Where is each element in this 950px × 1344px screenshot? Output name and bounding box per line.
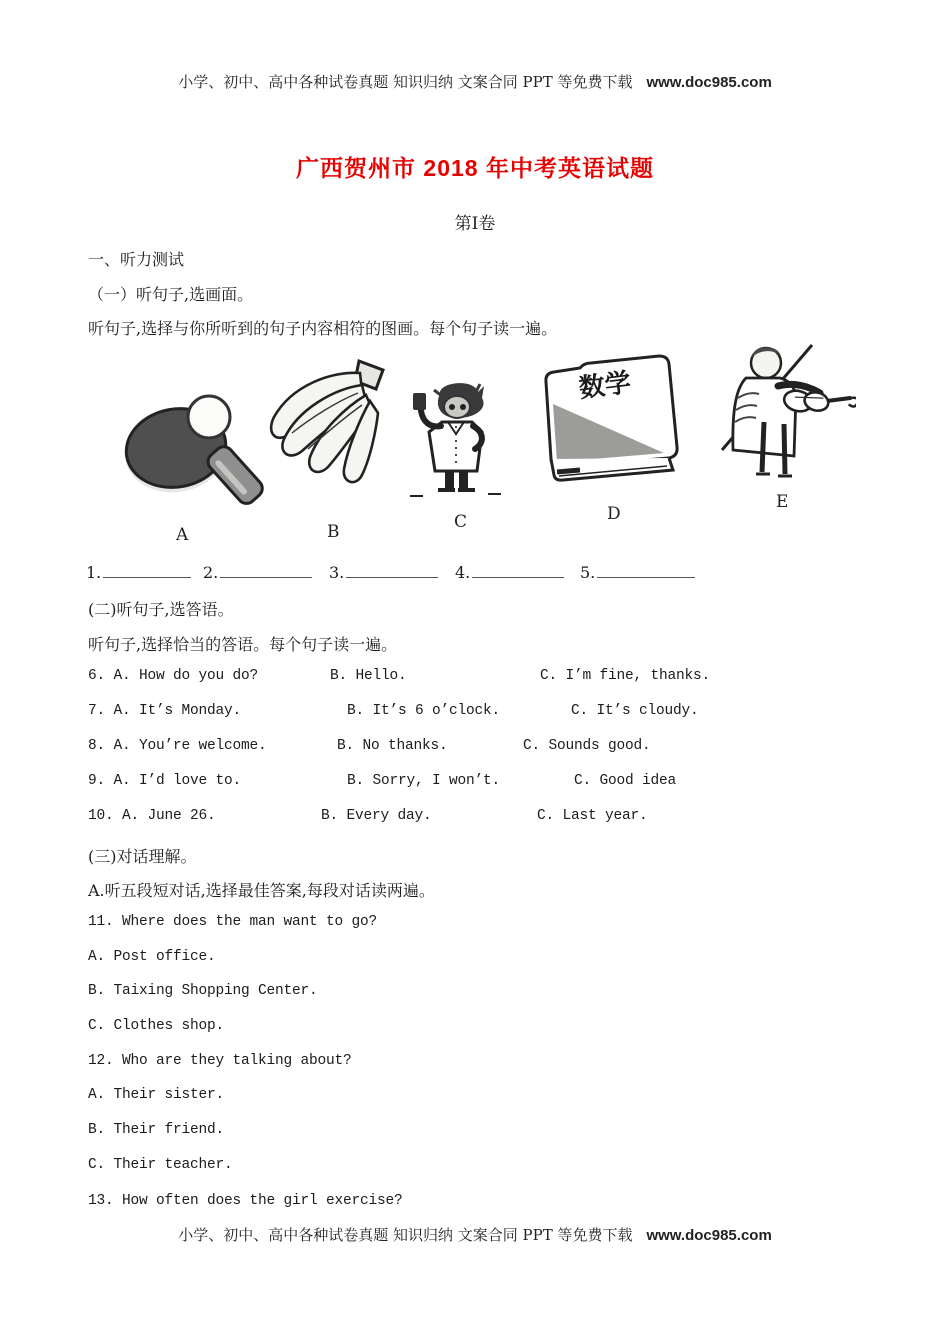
question-line-12: 12. Who are they talking about? [88,1053,352,1069]
option-b: B. Sorry, I won’t. [347,773,501,789]
option-line: A. Their sister. [88,1087,225,1103]
question-row-8 [0,738,950,758]
question-row-6 [0,668,950,688]
option-a: 7. A. It’s Monday. [88,703,242,719]
math-book-icon [540,348,680,500]
blank-line [597,564,695,578]
option-c: C. I’m fine, thanks. [540,668,711,684]
part1-label: （一）听句子,选画面。 [88,285,254,304]
blank-number: 3. [329,563,345,582]
option-b: B. Hello. [330,668,407,684]
question-row-10 [0,808,950,828]
blank-number: 5. [580,563,596,582]
option-b: B. It’s 6 o’clock. [347,703,501,719]
blank-line [472,564,564,578]
option-b: B. No thanks. [337,738,448,754]
blank-number: 4. [455,563,471,582]
picture-label-e: E [776,492,789,512]
picture-d [540,348,680,500]
blank-line [103,564,191,578]
picture-a [116,390,266,512]
part3-instruction: A.听五段短对话,选择最佳答案,每段对话读两遍。 [88,881,435,900]
option-line: B. Taixing Shopping Center. [88,983,318,999]
question-line-13: 13. How often does the girl exercise? [88,1193,403,1209]
picture-row [0,340,950,555]
option-line: C. Clothes shop. [88,1018,225,1034]
blank-number: 1. [86,563,102,582]
blank-line [220,564,312,578]
page-title: 广西贺州市 2018 年中考英语试题 [296,155,654,181]
answer-blank-5 [580,563,695,582]
book-cover-title: 数学 [577,368,633,404]
option-a: 9. A. I’d love to. [88,773,242,789]
option-line: A. Post office. [88,949,216,965]
answer-blank-1 [86,563,191,582]
answer-blank-2 [203,563,312,582]
option-b: B. Every day. [321,808,432,824]
question-row-9 [0,773,950,793]
bananas-icon [262,355,392,500]
part2-instruction: 听句子,选择恰当的答语。每个句子读一遍。 [88,635,398,654]
option-a: 6. A. How do you do? [88,668,259,684]
picture-label-c: C [454,512,468,532]
option-c: C. Sounds good. [523,738,651,754]
part2-label: (二)听句子,选答语。 [88,600,234,619]
page-footer [0,1224,950,1245]
blank-number: 2. [203,563,219,582]
picture-label-a: A [176,525,189,545]
option-line: C. Their teacher. [88,1157,233,1173]
picture-b [262,355,392,500]
option-c: C. It’s cloudy. [571,703,699,719]
section-heading: 一、听力测试 [88,250,185,269]
picture-c [408,378,503,505]
option-a: 10. A. June 26. [88,808,216,824]
part1-instruction: 听句子,选择与你所听到的句子内容相符的图画。每个句子读一遍。 [88,319,558,338]
question-row-7 [0,703,950,723]
volume-label: 第Ⅰ卷 [454,214,496,234]
question-line-11: 11. Where does the man want to go? [88,914,378,930]
header-url-link[interactable]: www.doc985.com [646,74,772,91]
part3-label: (三)对话理解。 [88,847,197,866]
footer-text: 小学、初中、高中各种试卷真题 知识归纳 文案合同 PPT 等免费下载 [178,1226,633,1244]
doctor-icon [408,378,503,505]
table-tennis-paddle-icon [116,390,266,512]
answer-blank-3 [329,563,438,582]
option-c: C. Last year. [537,808,648,824]
option-a: 8. A. You’re welcome. [88,738,267,754]
option-c: C. Good idea [574,773,677,789]
footer-url-link[interactable]: www.doc985.com [646,1227,772,1244]
answer-blank-row [0,563,950,585]
answer-blank-4 [455,563,564,582]
violin-player-icon [706,340,856,495]
blank-line [346,564,438,578]
page-header [0,71,950,92]
picture-label-b: B [327,522,340,542]
picture-e [706,340,856,495]
header-text: 小学、初中、高中各种试卷真题 知识归纳 文案合同 PPT 等免费下载 [178,73,633,91]
option-line: B. Their friend. [88,1122,225,1138]
picture-label-d: D [607,504,621,524]
